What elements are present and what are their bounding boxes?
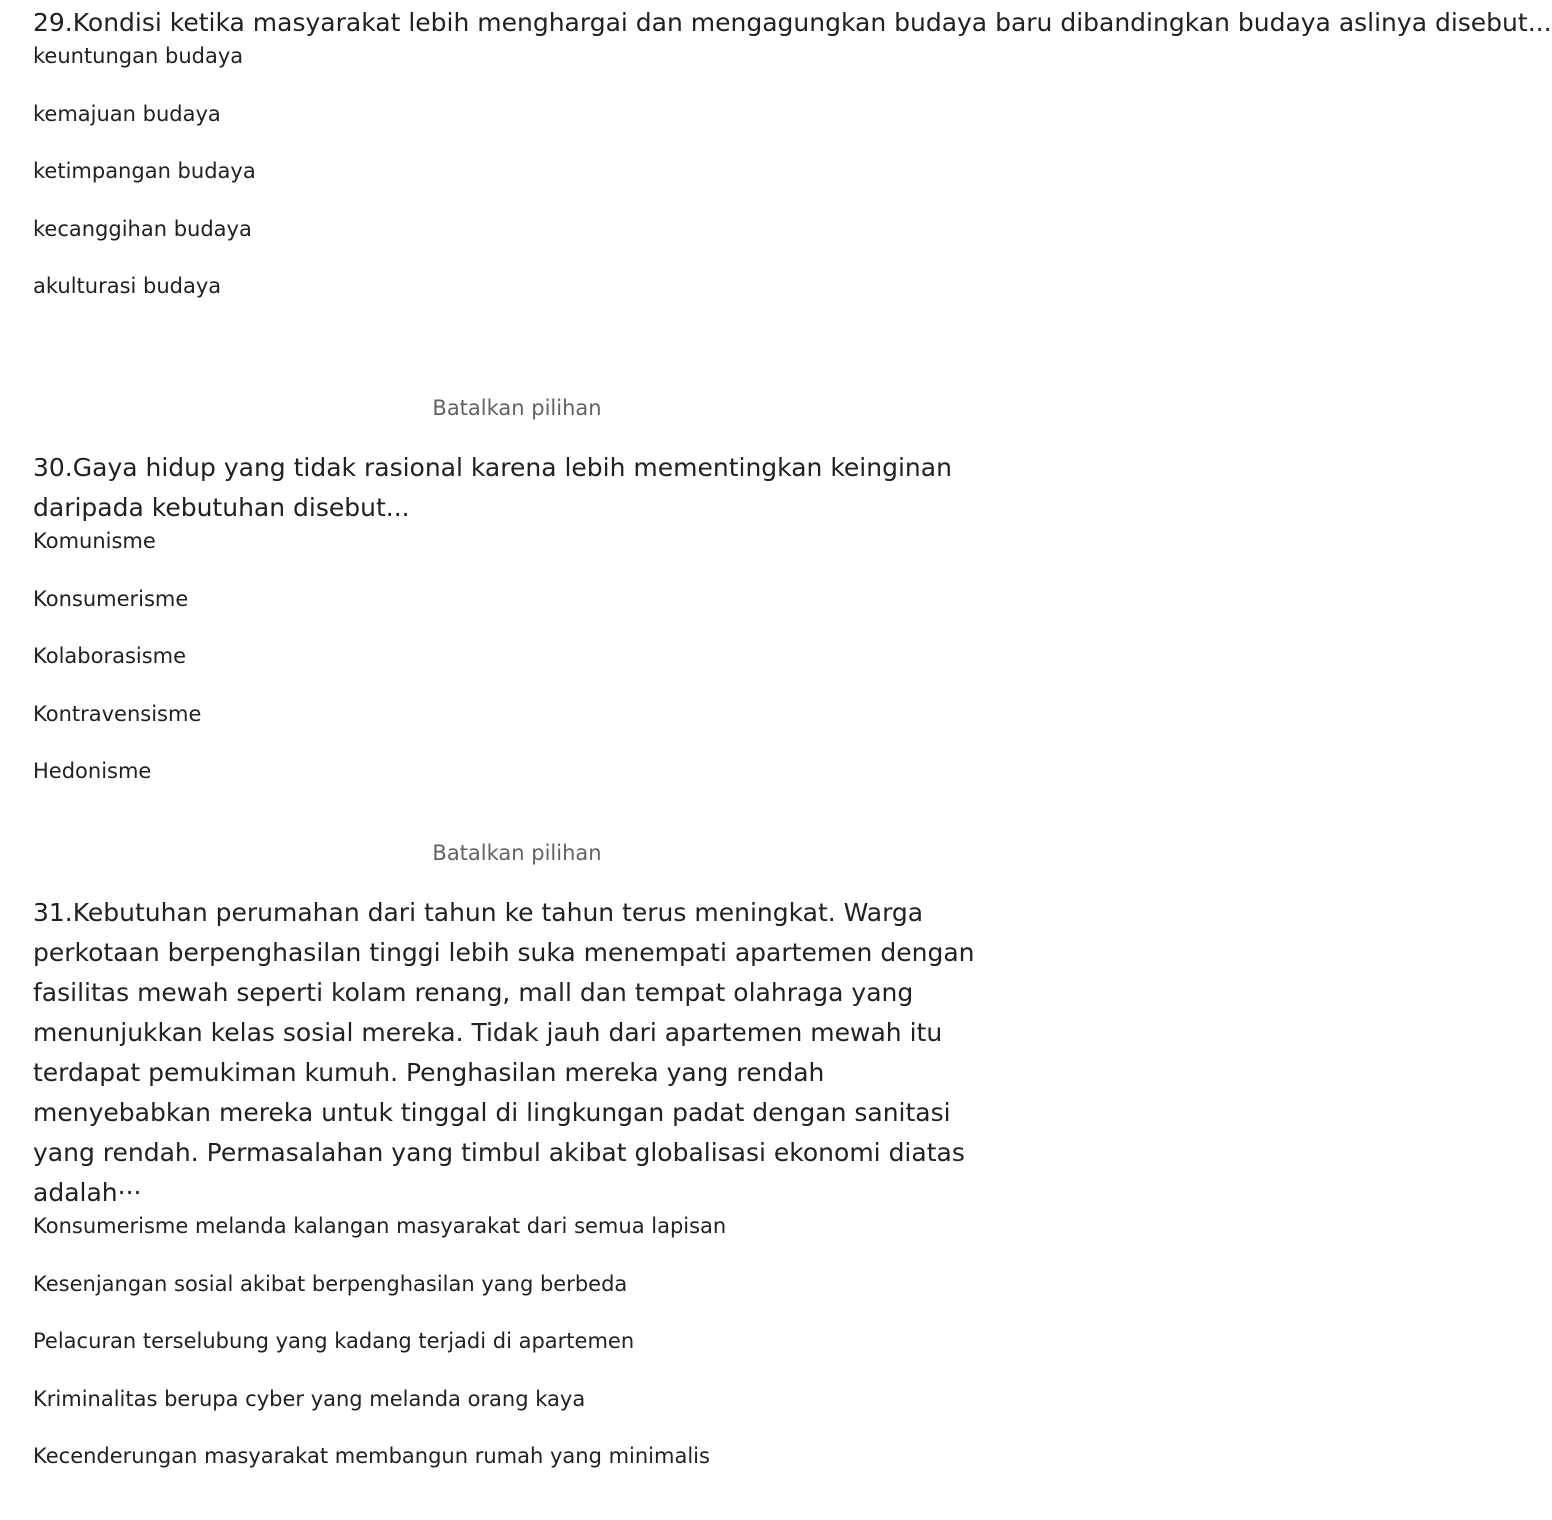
clear-selection-button-q29[interactable]: Batalkan pilihan	[432, 396, 602, 420]
question-30	[33, 448, 997, 814]
option-kemajuan-budaya[interactable]: kemajuan budaya	[33, 101, 221, 126]
option-kontravensisme[interactable]: Kontravensisme	[33, 701, 202, 726]
question-text: 30.Gaya hidup yang tidak rasional karena lebih mementingkan keinginan daripada kebutuhan disebut...	[33, 453, 952, 522]
option-keuntungan-budaya[interactable]: keuntungan budaya	[33, 44, 244, 68]
option-kesenjangan-sosial[interactable]: Kesenjangan sosial akibat berpenghasilan yang berbeda	[33, 1271, 628, 1296]
option-kecanggihan-budaya[interactable]: kecanggihan budaya	[33, 216, 252, 241]
option-hedonisme[interactable]: Hedonisme	[33, 759, 152, 784]
option-pelacuran-terselubung[interactable]: Pelacuran terselubung yang kadang terjadi di apartemen	[33, 1329, 635, 1354]
option-konsumerisme[interactable]: Konsumerisme	[33, 586, 189, 611]
question-text: 29.Kondisi ketika masyarakat lebih menghargai dan mengagungkan budaya baru dibandingkan budaya aslinya disebut...	[33, 8, 1552, 37]
option-list	[33, 41, 997, 329]
option-rumah-minimalis[interactable]: Kecenderungan masyarakat membangun rumah yang minimalis	[33, 1444, 710, 1469]
option-kriminalitas-cyber[interactable]: Kriminalitas berupa cyber yang melanda orang kaya	[33, 1386, 586, 1411]
question-text: 31.Kebutuhan perumahan dari tahun ke tahun terus meningkat. Warga perkotaan berpenghasilan tinggi lebih suka menempati apartemen dengan fasilitas mewah seperti kolam renang, mall dan tempat olahraga yang menunjukkan kelas sosial mereka. Tidak jauh dari apartemen mewah itu terdapat pemukiman kumuh. Penghasilan mereka yang rendah menyebabkan mereka untuk tinggal di lingkungan padat dengan sanitasi yang rendah. Permasalahan yang timbul akibat globalisasi ekonomi diatas adalah···	[33, 898, 975, 1207]
option-komunisme[interactable]: Komunisme	[33, 529, 156, 553]
option-list	[33, 1211, 997, 1499]
option-list	[33, 526, 997, 814]
option-ketimpangan-budaya[interactable]: ketimpangan budaya	[33, 159, 256, 184]
option-kolaborasisme[interactable]: Kolaborasisme	[33, 644, 187, 669]
option-akulturasi-budaya[interactable]: akulturasi budaya	[33, 274, 222, 299]
clear-selection-button-q30[interactable]: Batalkan pilihan	[432, 841, 602, 865]
question-31	[33, 893, 997, 1499]
option-konsumerisme-melanda[interactable]: Konsumerisme melanda kalangan masyarakat dari semua lapisan	[33, 1214, 727, 1238]
question-29	[33, 3, 1552, 329]
